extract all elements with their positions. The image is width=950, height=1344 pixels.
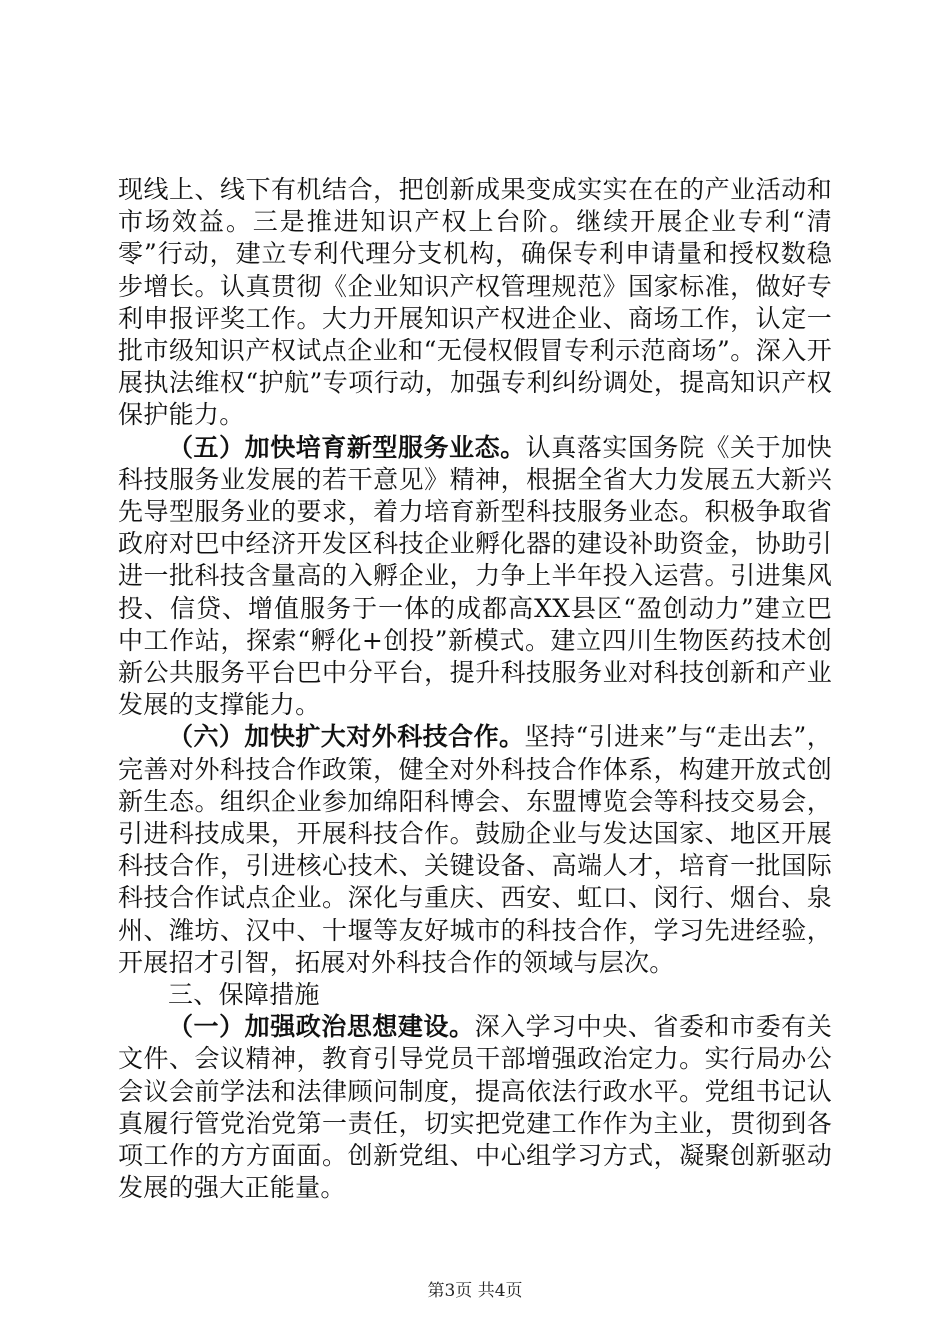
paragraph-text: 坚持“引进来”与“走出去”，完善对外科技合作政策，健全对外科技合作体系，构建开放式创新生态。组织企业参加绵阳科博会、东盟博览会等科技交易会，引进科技成果，开展科技合作。鼓励企业与发达国家、地区开展科技合作，引进核心技术、关键设备、高端人才，培育一批国际科技合作试点企业。深化与重庆、西安、虹口、闵行、烟台、泉州、潍坊、汉中、十堰等友好城市的科技合作，学习先进经验，开展招才引智，拓展对外科技合作的领域与层次。 [118,722,833,977]
paragraph-text: 现线上、线下有机结合，把创新成果变成实实在在的产业活动和市场效益。三是推进知识产权上台阶。继续开展企业专利“清零”行动，建立专利代理分支机构，确保专利申请量和授权数稳步增长。认真贯彻《企业知识产权管理规范》国家标准，做好专利申报评奖工作。大力开展知识产权进企业、商场工作，认定一批市级知识产权试点企业和“无侵权假冒专利示范商场”。深入开展执法维权“护航”专项行动，加强专利纠纷调处，提高知识产权保护能力。 [118,175,832,430]
paragraph-external-cooperation [118,721,832,979]
paragraph-political-building [118,1011,832,1204]
paragraph-lead: （六）加快扩大对外科技合作。 [168,722,525,752]
paragraph-lead: （一）加强政治思想建设。 [168,1012,475,1042]
page-number-footer: 第3页 共4页 [427,1281,523,1301]
paragraph-text: 认真落实国务院《关于加快科技服务业发展的若干意见》精神，根据全省大力发展五大新兴先导型服务业的要求，着力培育新型科技服务业态。积极争取省政府对巴中经济开发区科技企业孵化器的建设补助资金，协助引进一批科技含量高的入孵企业，力争上半年投入运营。引进集风投、信贷、增值服务于一体的成都高XX县区“盈创动力”建立巴中工作站，探索“孵化+创投”新模式。建立四川生物医药技术创新公共服务平台巴中分平台，提升科技服务业对科技创新和产业发展的支撑能力。 [118,432,832,720]
paragraph-new-service-formats [118,432,832,722]
document-body [118,174,832,1205]
paragraph-lead: （五）加快培育新型服务业态。 [168,432,526,462]
section-heading: 三、保障措施 [168,980,320,1010]
paragraph-continuation [118,174,832,432]
paragraph-text: 深入学习中央、省委和市委有关文件、会议精神，教育引导党员干部增强政治定力。实行局办公会议会前学法和法律顾问制度，提高依法行政水平。党组书记认真履行管党治党第一责任，切实把党建工作作为主业，贯彻到各项工作的方方面面。创新党组、中心组学习方式，凝聚创新驱动发展的强大正能量。 [118,1012,832,1203]
